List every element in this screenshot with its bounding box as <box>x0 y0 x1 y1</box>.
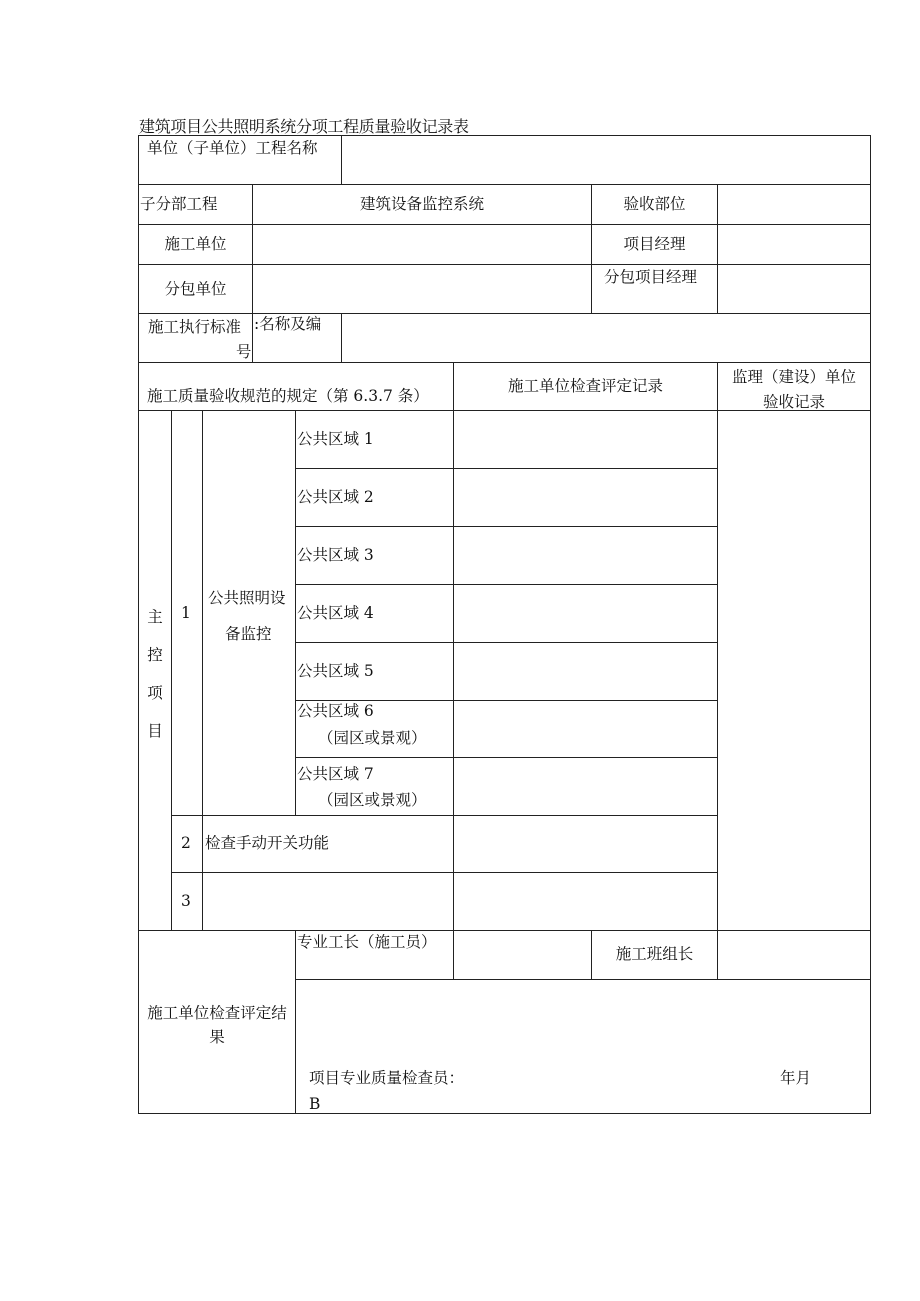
main-control-char: 控 <box>147 646 163 664</box>
project-manager-label: 项目经理 <box>623 235 686 253</box>
item-name: 检查手动开关功能 <box>205 834 330 852</box>
form-title: 建筑项目公共照明系统分项工程质量验收记录表 <box>139 117 469 136</box>
supervisor-record-header <box>718 365 870 415</box>
sub-item-label: 公共区域 2 <box>297 488 374 506</box>
spec-column-header: 施工质量验收规范的规定（第 6.3.7 条） <box>147 387 429 405</box>
subcontract-unit-label: 分包单位 <box>164 280 227 298</box>
item-name-line2: 备监控 <box>225 625 272 643</box>
main-control-char: 目 <box>147 722 163 740</box>
date-tail: B <box>309 1095 321 1113</box>
item-number: 2 <box>181 834 191 852</box>
sub-item-label: 公共区域 5 <box>297 662 374 680</box>
team-leader-label: 施工班组长 <box>615 945 694 963</box>
result-label-line2: 果 <box>209 1028 225 1047</box>
result-label-line1: 施工单位检查评定结 <box>147 1004 287 1022</box>
sub-item-label: 公共区域 6 <box>297 702 374 720</box>
sub-item-label: 公共区域 1 <box>297 430 374 448</box>
construction-unit-label: 施工单位 <box>164 235 227 253</box>
unit-name-label: 单位（子单位）工程名称 <box>147 139 318 157</box>
sub-item-label: 公共区域 3 <box>297 546 374 564</box>
main-control-char: 项 <box>147 684 163 702</box>
main-control-label <box>145 598 165 750</box>
subcontract-manager-label: 分包项目经理 <box>604 268 698 286</box>
sub-item-label: 公共区域 4 <box>297 604 374 622</box>
main-control-char: 主 <box>147 608 163 626</box>
item-name-line1: 公共照明设 <box>208 589 286 607</box>
item-number: 3 <box>181 892 191 910</box>
sub-item-label: 公共区域 7 <box>297 765 374 783</box>
standard-name-text: 名称及编 <box>259 315 322 333</box>
contractor-record-header: 施工单位检查评定记录 <box>507 377 663 395</box>
result-label <box>139 1001 295 1049</box>
standard-name-label: :名称及编 <box>254 315 322 333</box>
item-number: 1 <box>181 604 191 622</box>
sub-item-note: （园区或景观） <box>318 729 427 747</box>
foreman-label: 专业工长（施工员） <box>297 933 437 951</box>
inspector-label: 项目专业质量检查员： <box>309 1069 465 1087</box>
supervisor-header-line1: 监理（建设）单位 <box>731 368 856 386</box>
acceptance-part-label: 验收部位 <box>623 195 686 213</box>
standard-label-line2: 号 <box>236 343 252 361</box>
supervisor-header-line2: 验收记录 <box>762 392 825 411</box>
sub-item-note: （园区或景观） <box>318 791 427 809</box>
subdivision-label: 子分部工程 <box>140 195 218 213</box>
standard-label-line1: 施工执行标准 <box>148 318 242 336</box>
subdivision-value: 建筑设备监控系统 <box>359 195 484 213</box>
date-label: 年月 <box>780 1069 812 1087</box>
